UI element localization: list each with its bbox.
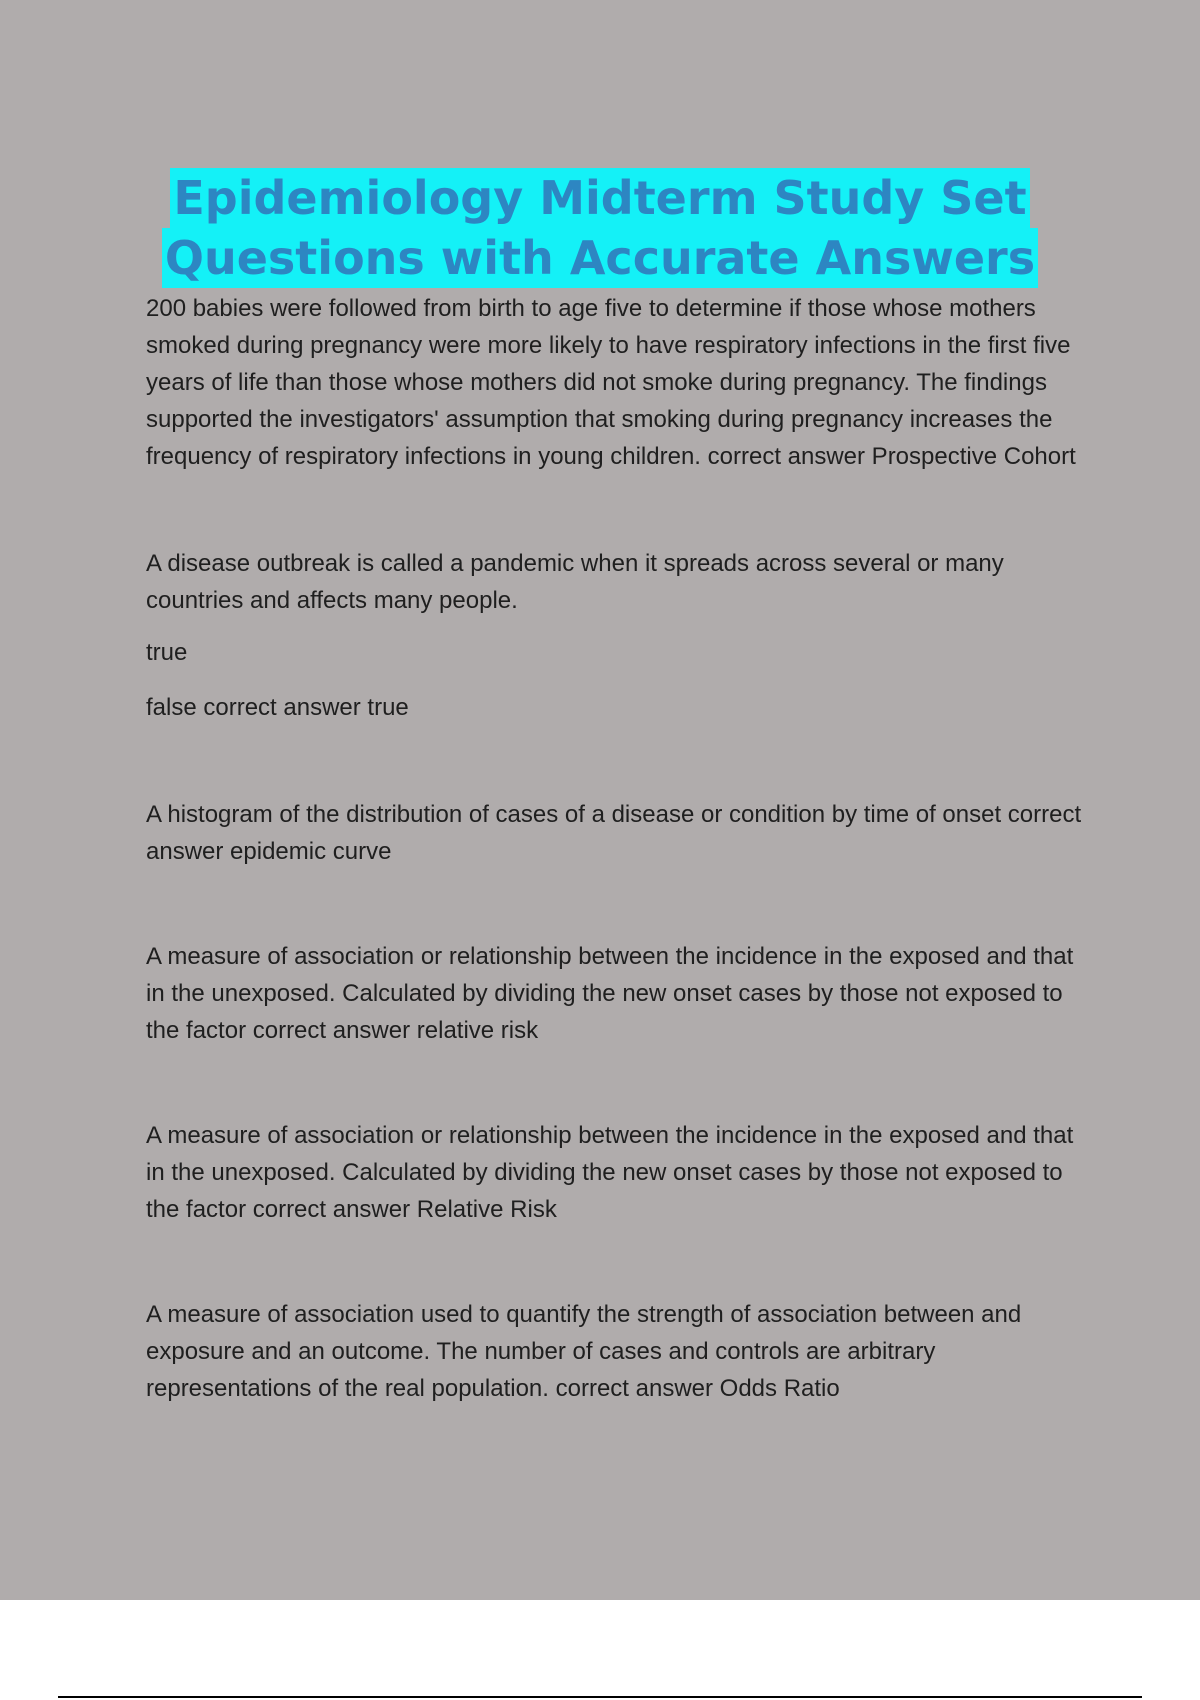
- title-line-1: Epidemiology Midterm Study Set: [170, 168, 1029, 228]
- qa-item-6: A measure of association used to quantify the strength of association between and exposure and an outcome. The number of cases and controls are arbitrary representations of the real population. correct answer Odds Ratio: [146, 1301, 1022, 1402]
- document-body: [146, 290, 1096, 1407]
- title-line-2: Questions with Accurate Answers: [162, 228, 1038, 288]
- qa-item-4: A measure of association or relationship between the incidence in the exposed and that in the unexposed. Calculated by dividing the new onset cases by those not exposed to the factor correct answer relative risk: [146, 943, 1074, 1044]
- qa-item-2-question: A disease outbreak is called a pandemic when it spreads across several or many countries and affects many people.: [146, 550, 1004, 614]
- document-title: [0, 168, 1200, 288]
- qa-item-1: 200 babies were followed from birth to age five to determine if those whose mothers smoked during pregnancy were more likely to have respiratory infections in the first five years of life than those whose mothers did not smoke during pregnancy. The findings supported the investigators' assumption that smoking during pregnancy increases the frequency of respiratory infections in young children. correct answer Prospective Cohort: [146, 295, 1076, 470]
- qa-item-3: A histogram of the distribution of cases of a disease or condition by time of onset correct answer epidemic curve: [146, 801, 1082, 865]
- qa-item-2-option-false: false correct answer true: [146, 694, 409, 721]
- qa-item-5: A measure of association or relationship between the incidence in the exposed and that in the unexposed. Calculated by dividing the new onset cases by those not exposed to the factor correct answer Relative Risk: [146, 1122, 1074, 1223]
- qa-item-2-option-true: true: [146, 639, 188, 666]
- footer-rule: [58, 1696, 1142, 1698]
